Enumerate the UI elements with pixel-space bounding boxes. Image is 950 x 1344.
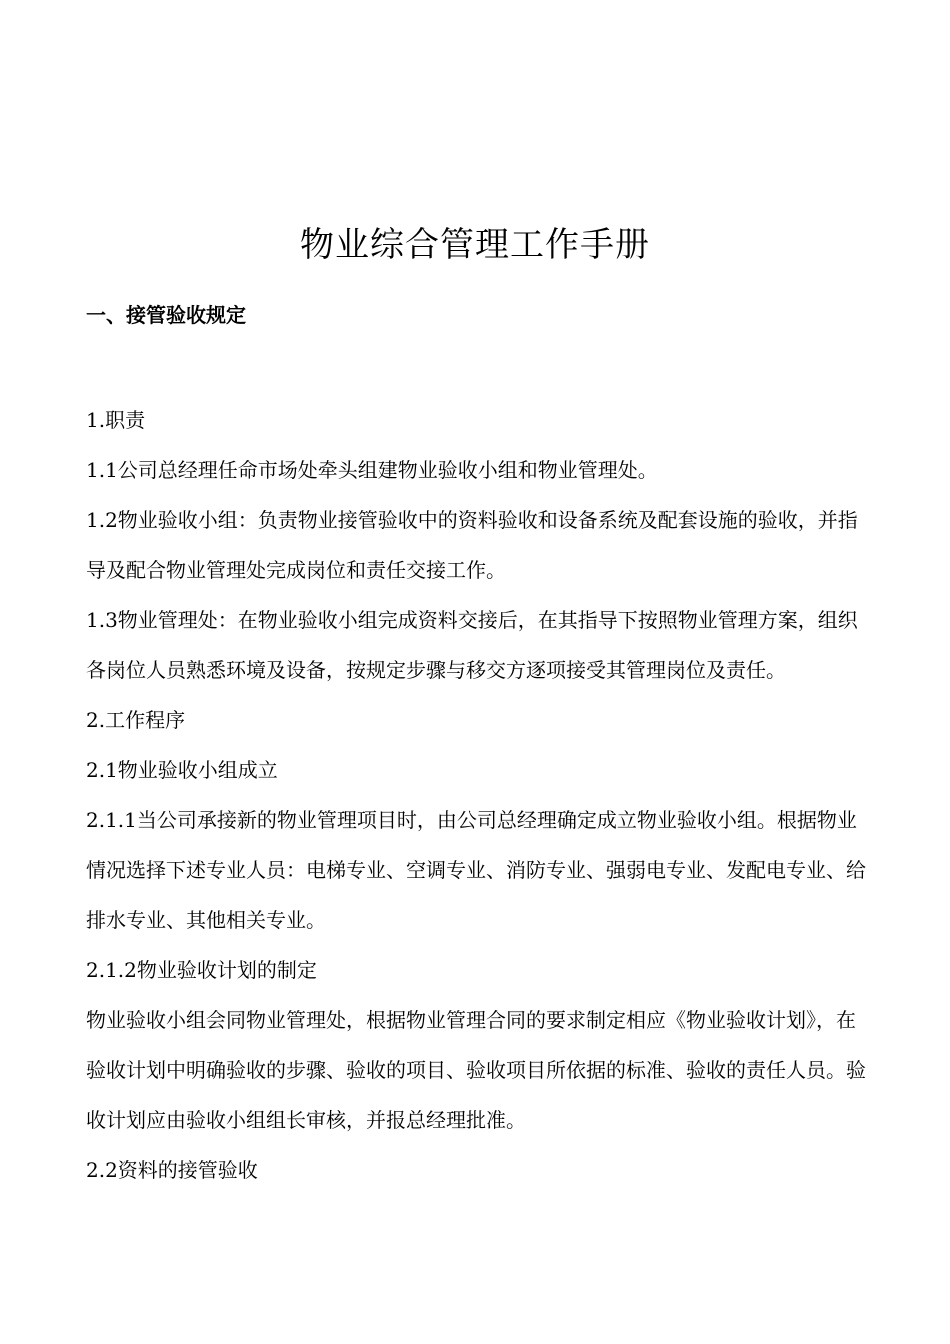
section-heading: 一、接管验收规定: [86, 303, 246, 327]
paragraph: 2.1.2物业验收计划的制定: [86, 958, 317, 982]
paragraph: 1.1公司总经理任命市场处牵头组建物业验收小组和物业管理处。: [86, 458, 658, 482]
paragraph: 2.2资料的接管验收: [86, 1158, 258, 1182]
paragraph: 2.1.1当公司承接新的物业管理项目时，由公司总经理确定成立物业验收小组。根据物业情况选择下述专业人员：电梯专业、空调专业、消防专业、强弱电专业、发配电专业、给排水专业、其他相关专业。: [86, 808, 866, 932]
document-body: [86, 395, 866, 1195]
document-title: 物业综合管理工作手册: [300, 225, 650, 265]
paragraph: 1.职责: [86, 408, 146, 432]
paragraph: 物业验收小组会同物业管理处，根据物业管理合同的要求制定相应《物业验收计划》，在验收计划中明确验收的步骤、验收的项目、验收项目所依据的标准、验收的责任人员。验收计划应由验收小组组长审核，并报总经理批准。: [86, 1008, 866, 1132]
paragraph: 1.3物业管理处：在物业验收小组完成资料交接后，在其指导下按照物业管理方案，组织各岗位人员熟悉环境及设备，按规定步骤与移交方逐项接受其管理岗位及责任。: [86, 608, 858, 682]
paragraph: 1.2物业验收小组：负责物业接管验收中的资料验收和设备系统及配套设施的验收，并指导及配合物业管理处完成岗位和责任交接工作。: [86, 508, 858, 582]
paragraph: 2.工作程序: [86, 708, 186, 732]
paragraph: 2.1物业验收小组成立: [86, 758, 278, 782]
